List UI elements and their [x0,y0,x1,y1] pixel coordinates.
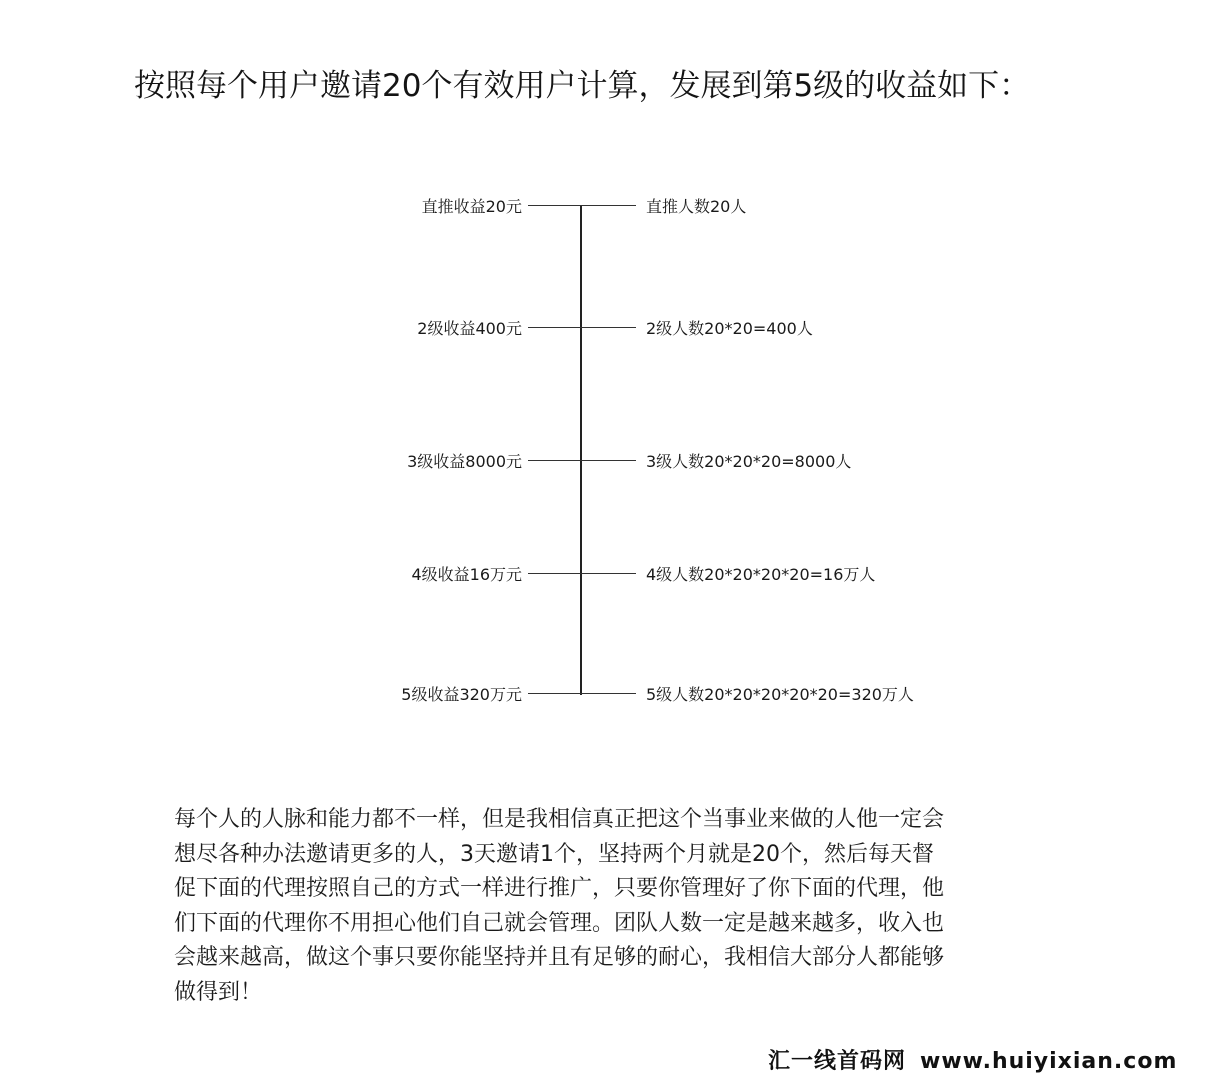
level-earnings-label: 2级收益400元 [417,319,522,338]
watermark-site-name: 汇一线首码网 [768,1049,907,1074]
connector-line [581,693,636,694]
level-people-label: 2级人数20*20=400人 [646,319,813,338]
level-earnings-label: 5级收益320万元 [401,685,522,704]
level-row-3 [0,449,1214,473]
level-earnings-label: 3级收益8000元 [407,452,522,471]
paragraph-line: 想尽各种办法邀请更多的人，3天邀请1个，坚持两个月就是20个，然后每天督 [174,841,934,867]
watermark-url: www.huiyixian.com [920,1049,1178,1074]
paragraph-line: 会越来越高，做这个事只要你能坚持并且有足够的耐心，我相信大部分人都能够 [174,945,945,970]
level-row-4 [0,562,1214,586]
level-people-label: 4级人数20*20*20*20=16万人 [646,565,876,584]
level-row-2 [0,316,1214,340]
level-row-5 [0,682,1214,706]
paragraph-line: 每个人的人脉和能力都不一样，但是我相信真正把这个当事业来做的人他一定会 [174,807,945,832]
paragraph-line: 们下面的代理你不用担心他们自己就会管理。团队人数一定是越来越多，收入也 [174,910,945,936]
paragraph-line: 促下面的代理按照自己的方式一样进行推广，只要你管理好了你下面的代理，他 [174,876,945,901]
connector-line [528,205,581,206]
connector-line [581,573,636,574]
watermark [768,1044,1177,1075]
connector-line [528,573,581,574]
level-people-label: 直推人数20人 [646,197,747,216]
connector-line [528,460,581,461]
description-paragraph [174,803,1044,1010]
connector-line [581,327,636,328]
level-earnings-label: 直推收益20元 [421,197,522,216]
connector-line [528,693,581,694]
level-earnings-label: 4级收益16万元 [411,565,522,584]
page-title: 按照每个用户邀请20个有效用户计算，发展到第5级的收益如下： [134,68,1031,104]
level-row-1 [0,194,1214,218]
level-people-label: 3级人数20*20*20=8000人 [646,452,852,471]
level-people-label: 5级人数20*20*20*20*20=320万人 [646,685,914,704]
connector-line [581,460,636,461]
connector-line [528,327,581,328]
connector-line [581,205,636,206]
paragraph-line: 做得到！ [174,979,263,1005]
